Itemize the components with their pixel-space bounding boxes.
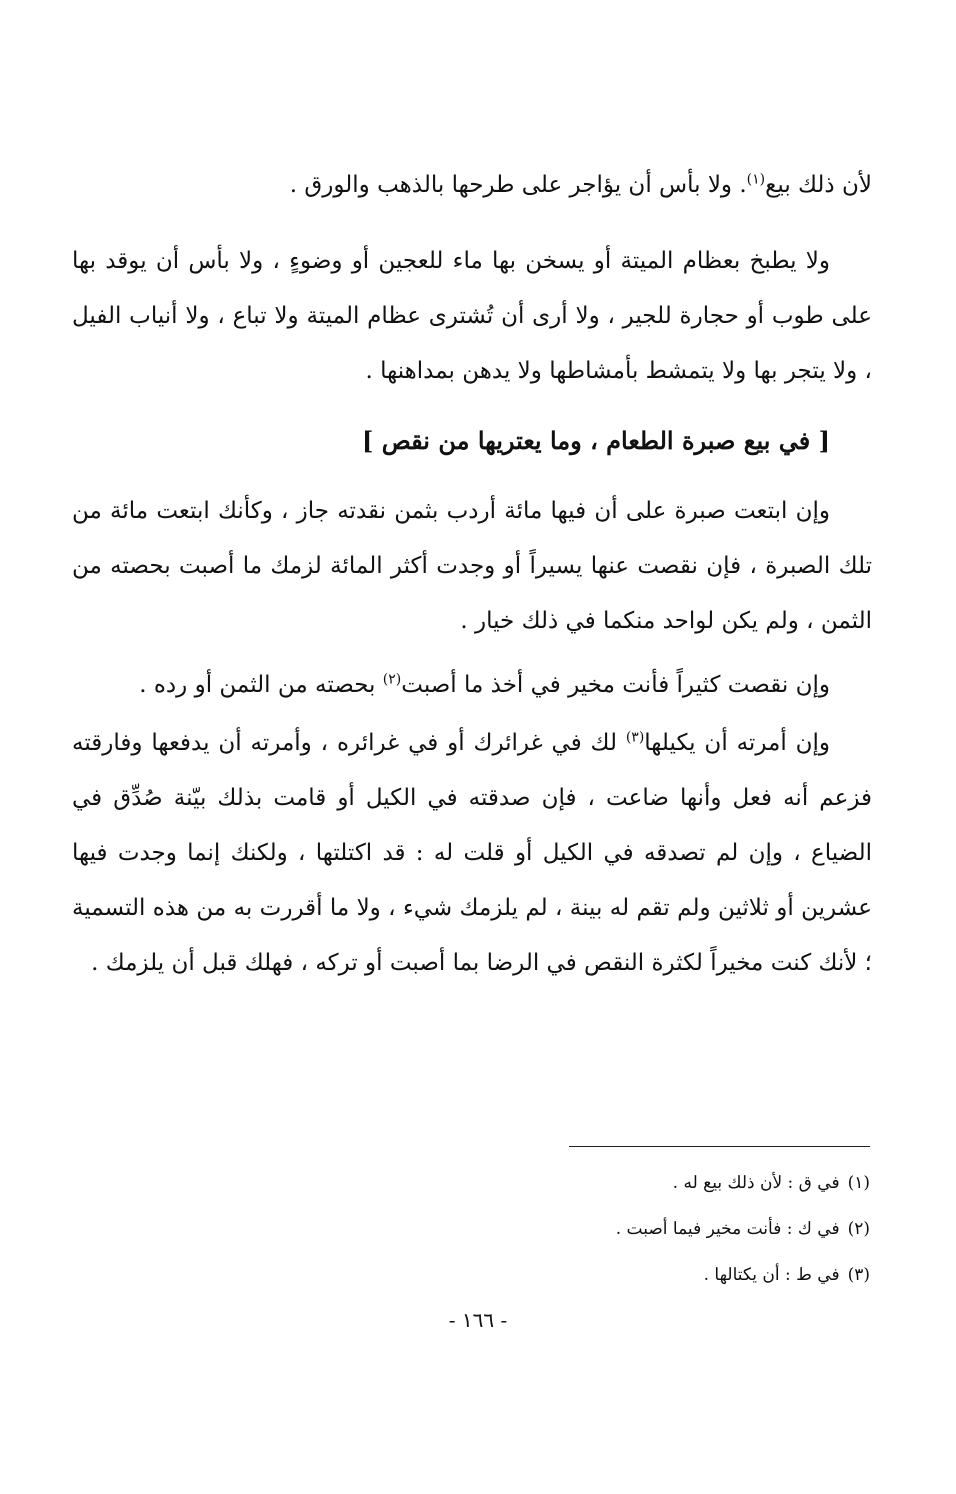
main-text-2 <box>72 234 872 399</box>
footnotes <box>400 1160 870 1298</box>
paragraph-4-start: وإن نقصت كثيراً فأنت مخير في أخذ ما أصبت <box>401 672 830 698</box>
footnote-3 <box>400 1252 870 1298</box>
section-heading-block <box>72 413 872 468</box>
main-text <box>72 158 872 213</box>
paragraph-4 <box>72 658 872 713</box>
paragraph-5-end: لك في غرائرك أو في غرائره ، وأمرته أن يدفعها وفارقته فزعم أنه فعل وأنها ضاعت ، فإن صدقته في الكيل أو قامت بذلك بيّنة صُدِّق في الضياع ، وإن لم تصدقه في الكيل أو قلت له : قد اكتلتها ، ولكنك إنما وجدت فيها عشرين أو ثلاثين ولم تقم له بينة ، لم يلزمك شيء ، ولا ما أقررت به من هذه التسمية ؛ لأنك كنت مخيراً لكثرة النقص في الرضا بما أصبت أو تركه ، فهلك قبل أن يلزمك . <box>72 730 872 976</box>
footnote-text: في ط : أن يكتالها . <box>703 1265 840 1285</box>
footnote-ref-3[interactable]: (٣) <box>625 729 645 746</box>
footnote-text: في ق : لأن ذلك بيع له . <box>672 1173 840 1193</box>
paragraph-1-end: . ولا بأس أن يؤاجر على طرحها بالذهب والورق . <box>289 172 747 198</box>
footnote-text: في ك : فأنت مخير فيما أصبت . <box>615 1219 840 1239</box>
footnote-ref-1[interactable]: (١) <box>746 171 766 188</box>
section-heading: [ في بيع صبرة الطعام ، وما يعتريها من نقص ] <box>362 426 830 455</box>
footnote-number: (٢) <box>847 1219 870 1239</box>
paragraph-5 <box>72 716 872 991</box>
paragraph-3: وإن ابتعت صبرة على أن فيها مائة أردب بثمن نقدته جاز ، وكأنك ابتعت مائة من تلك الصبرة ، فإن نقصت عنها يسيراً أو وجدت أكثر المائة لزمك ما أصبت بحصته من الثمن ، ولم يكن لواحد منكما في ذلك خيار . <box>72 498 872 634</box>
paragraph-4-end: بحصته من الثمن أو رده . <box>139 672 383 698</box>
paragraph-1-start: لأن ذلك بيع <box>765 172 872 198</box>
paragraph-1 <box>72 158 872 213</box>
paragraph-2: ولا يطبخ بعظام الميتة أو يسخن بها ماء للعجين أو وضوءٍ ، ولا بأس أن يوقد بها على طوب أو حجارة للجير ، ولا أرى أن تُشترى عظام الميتة ولا تباع ، ولا أنياب الفيل ، ولا يتجر بها ولا يتمشط بأمشاطها ولا يدهن بمداهنها . <box>72 248 872 384</box>
footnote-2 <box>400 1206 870 1252</box>
main-text-4 <box>72 658 872 713</box>
footnote-1 <box>400 1160 870 1206</box>
footnote-number: (٣) <box>847 1265 870 1285</box>
footnote-divider <box>569 1146 870 1147</box>
paragraph-5-start: وإن أمرته أن يكيلها <box>644 730 830 756</box>
main-text-3 <box>72 484 872 649</box>
page-number: - ١٦٦ - <box>448 1308 508 1332</box>
footnote-ref-2[interactable]: (٢) <box>382 671 402 688</box>
main-text-5 <box>72 716 872 991</box>
footnote-number: (١) <box>847 1173 870 1193</box>
